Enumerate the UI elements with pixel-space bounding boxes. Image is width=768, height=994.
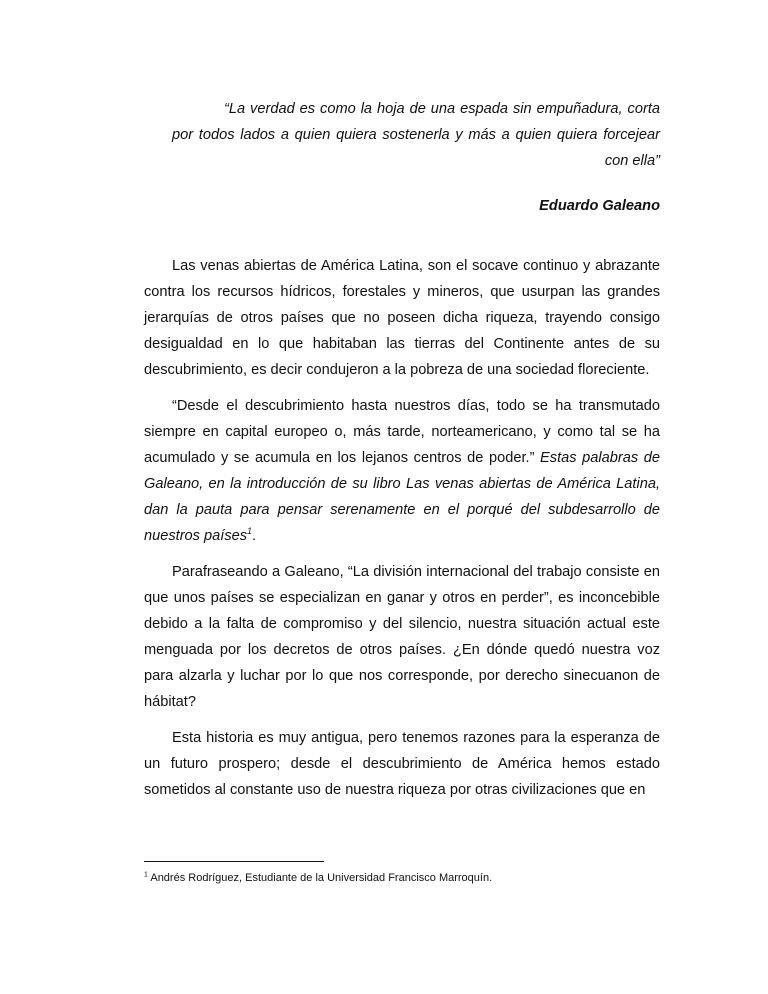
footnote-number: 1 [144,871,148,879]
epigraph-quote: “La verdad es como la hoja de una espada sin empuñadura, corta por todos lados a quien quiera sostenerla y más a quien quiera forcejear con ella” [172,101,660,169]
footnote-separator [144,861,324,862]
footnote [144,870,492,886]
paragraph-2 [144,393,660,549]
paragraph-2-italic: Estas palabras de Galeano, en la introducción de su libro Las venas abiertas de América Latina, dan la pauta para pensar serenamente en el porqué del subdesarrollo de nuestros países [144,450,660,544]
paragraph-1: Las venas abiertas de América Latina, son el socave continuo y abrazante contra los recursos hídricos, forestales y mineros, que usurpan las grandes jerarquías de otros países que no poseen dicha riqueza, trayendo consigo desigualdad en lo que habitaban las tierras del Continente antes de su descubrimiento, es decir condujeron a la pobreza de una sociedad floreciente. [144,258,660,378]
footnote-text: Andrés Rodríguez, Estudiante de la Universidad Francisco Marroquín. [147,872,493,884]
paragraph-2-end: . [252,528,257,544]
body-text [144,253,660,813]
epigraph [144,96,660,174]
paragraph-4: Esta historia es muy antigua, pero tenemos razones para la esperanza de un futuro prospero; desde el descubrimiento de América hemos estado sometidos al constante uso de nuestra riqueza por otras civilizaciones que en [144,730,660,798]
paragraph-3: Parafraseando a Galeano, “La división internacional del trabajo consiste en que unos países se especializan en ganar y otros en perder”, es inconcebible debido a la falta de compromiso y del silencio, nuestra situación actual este menguada por los decretos de otros países. ¿En dónde quedó nuestra voz para alzarla y luchar por lo que nos corresponde, por derecho sinecuanon de hábitat? [144,564,660,710]
footnote-reference[interactable]: 1 [247,526,253,537]
paragraph-2-quote: “Desde el descubrimiento hasta nuestros días, todo se ha transmutado siempre en capital europeo o, más tarde, norteamericano, y como tal se ha acumulado y se acumula en los lejanos centros de poder.” [144,398,660,466]
epigraph-author: Eduardo Galeano [539,198,660,214]
